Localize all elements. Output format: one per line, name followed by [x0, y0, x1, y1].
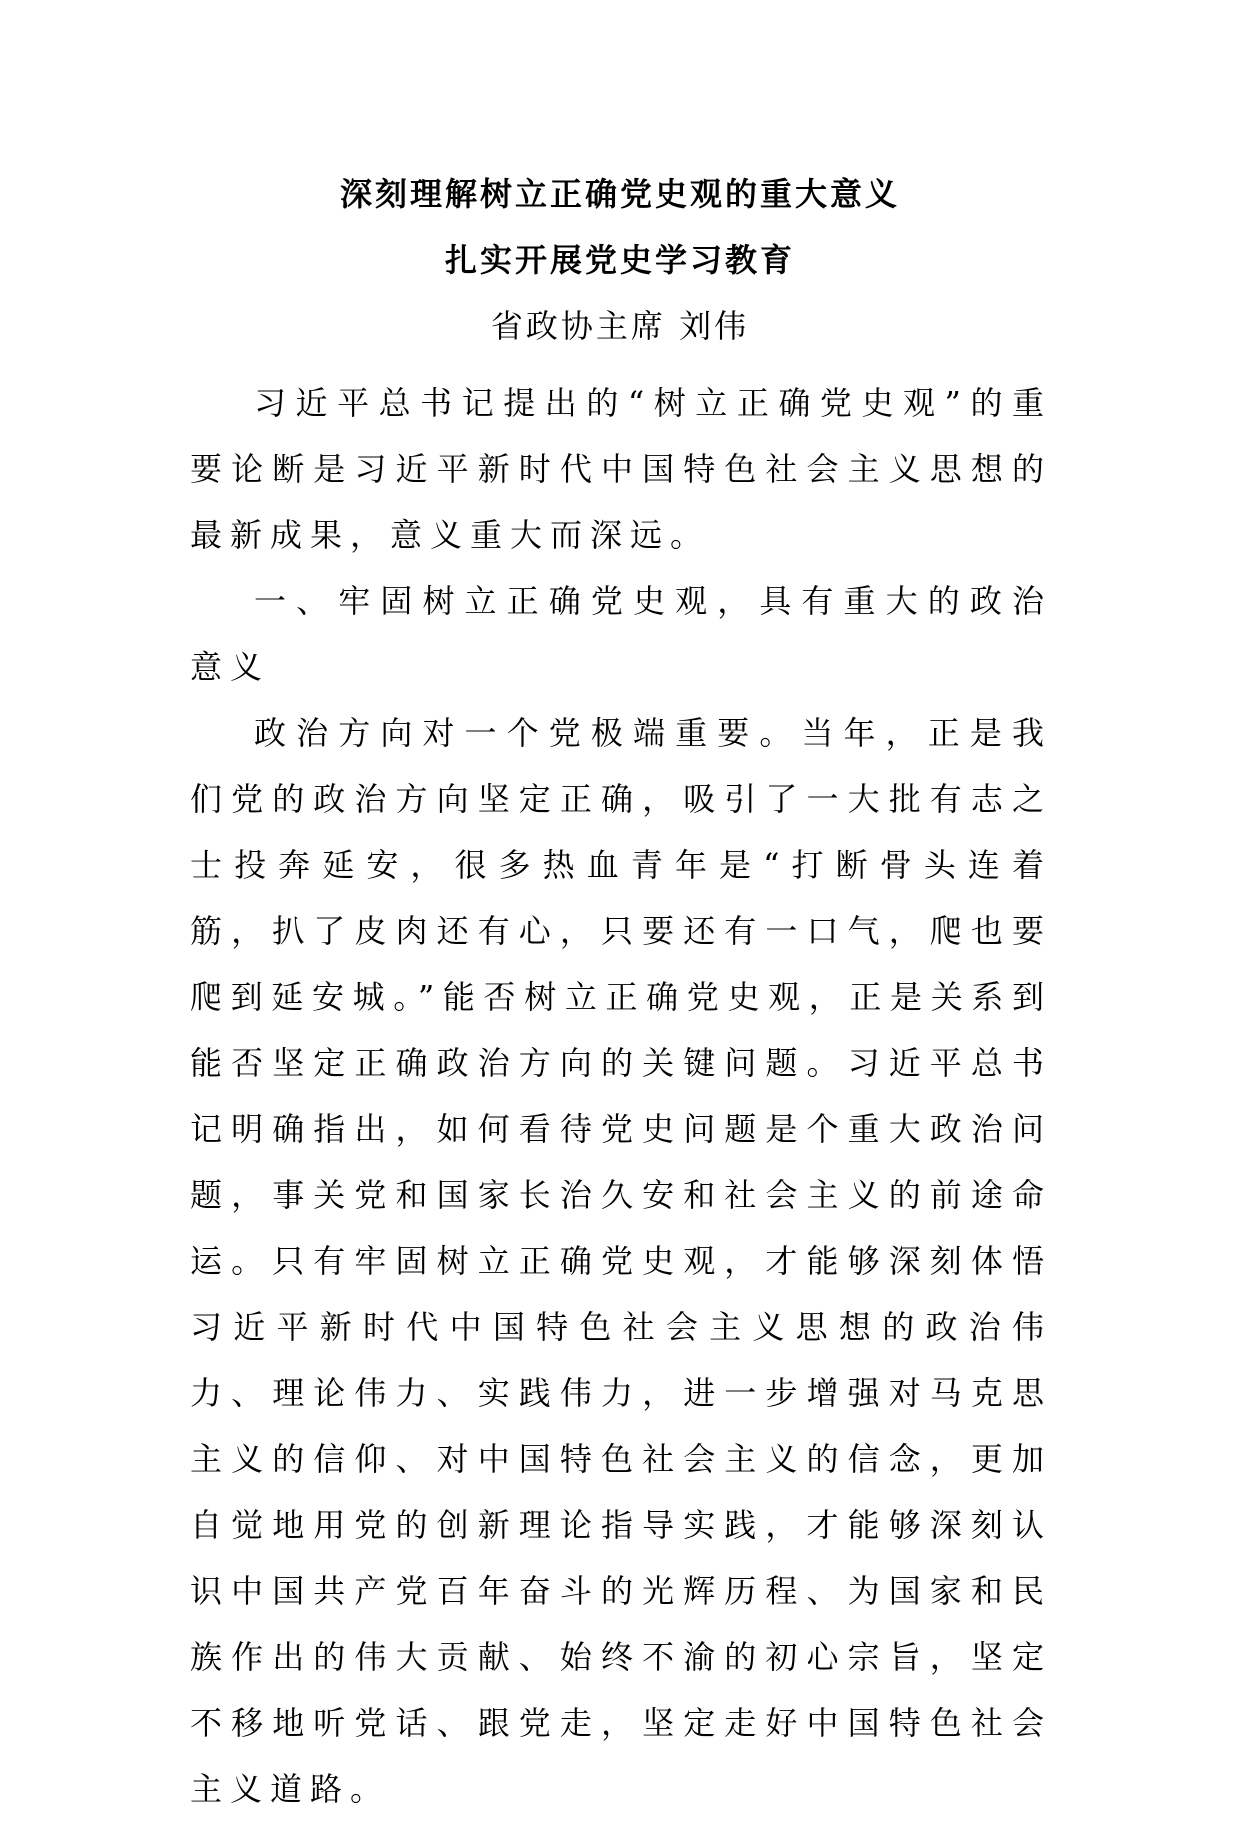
document-subtitle: 扎实开展党史学习教育: [444, 241, 795, 279]
paragraph-political-direction: 政治方向对一个党极端重要。当年，正是我们党的政治方向坚定正确，吸引了一大批有志之士投奔延安，很多热血青年是“打断骨头连着筋，扒了皮肉还有心，只要还有一口气，爬也要爬到延安城。”能否树立正确党史观，正是关系到能否坚定正确政治方向的关键问题。习近平总书记明确指出，如何看待党史问题是个重大政治问题，事关党和国家长治久安和社会主义的前途命运。只有牢固树立正确党史观，才能够深刻体悟习近平新时代中国特色社会主义思想的政治伟力、理论伟力、实践伟力，进一步增强对马克思主义的信仰、对中国特色社会主义的信念，更加自觉地用党的创新理论指导实践，才能够深刻认识中国共产党百年奋斗的光辉历程、为国家和民族作出的伟大贡献、始终不渝的初心宗旨，坚定不移地听党话、跟党走，坚定走好中国特色社会主义道路。: [190, 714, 1052, 1808]
document-title: 深刻理解树立正确党史观的重大意义: [339, 175, 900, 213]
author-line: 省政协主席 刘伟: [490, 307, 750, 345]
document-body: [190, 370, 1052, 1822]
section-heading: 一、牢固树立正确党史观，具有重大的政治意义: [190, 582, 1052, 686]
paragraph-intro: 习近平总书记提出的“树立正确党史观”的重要论断是习近平新时代中国特色社会主义思想的最新成果，意义重大而深远。: [190, 384, 1052, 554]
